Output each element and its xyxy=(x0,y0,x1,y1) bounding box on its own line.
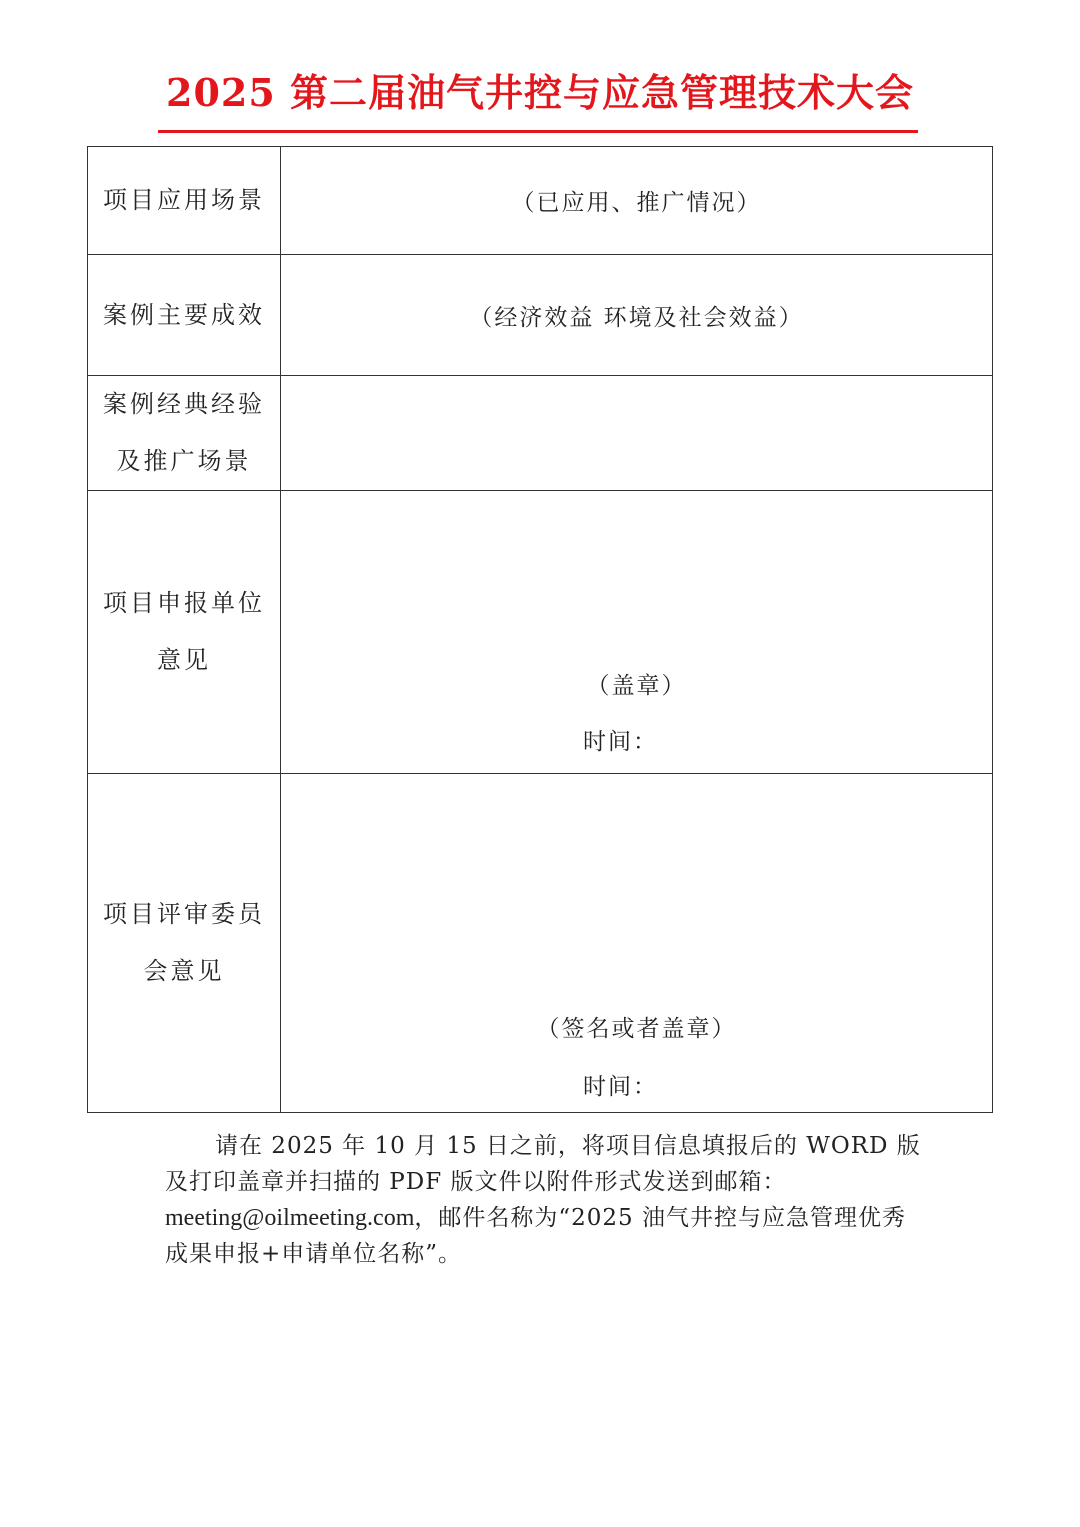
row-label: 案例主要成效 xyxy=(88,255,281,376)
table-row xyxy=(88,774,993,1113)
applicant-opinion-field[interactable] xyxy=(281,491,993,774)
main-results-field[interactable]: （经济效益 环境及社会效益） xyxy=(281,255,993,376)
table-row xyxy=(88,147,993,255)
note-text: 请在 2025 年 10 月 15 日之前，将项目信息填报后的 WORD 版及打印盖章并扫描的 PDF 版文件以附件形式发送到邮箱： xyxy=(165,1133,921,1195)
page-title: 2025 第二届油气井控与应急管理技术大会 xyxy=(166,70,914,115)
table-row xyxy=(88,491,993,774)
row-label-line: 项目评审委员 xyxy=(103,900,265,928)
time-label: 时间： xyxy=(583,1074,658,1100)
stamp-label: （盖章） xyxy=(586,673,687,699)
application-form-table xyxy=(87,146,993,1113)
table-row xyxy=(88,255,993,376)
note-text: ，邮件名称为“2025 油气井控与应急管理优秀成果申报+申请单位名称”。 xyxy=(165,1205,906,1267)
row-label: 项目应用场景 xyxy=(88,147,281,255)
row-label-line: 会意见 xyxy=(143,957,225,985)
row-label-line: 项目申报单位 xyxy=(103,589,265,617)
application-scenario-field[interactable]: （已应用、推广情况） xyxy=(281,147,993,255)
classic-experience-field[interactable] xyxy=(281,376,993,491)
title-underline xyxy=(158,130,918,133)
table-row xyxy=(88,376,993,491)
row-label-line: 案例经典经验 xyxy=(103,390,265,418)
row-label xyxy=(88,774,281,1113)
row-label xyxy=(88,491,281,774)
row-label-line: 意见 xyxy=(157,646,211,674)
row-label-line: 及推广场景 xyxy=(116,447,252,475)
submission-note xyxy=(165,1128,925,1272)
email-link[interactable]: meeting@oilmeeting.com xyxy=(165,1205,415,1231)
row-label xyxy=(88,376,281,491)
signature-label: （签名或者盖章） xyxy=(536,1016,737,1042)
review-committee-opinion-field[interactable] xyxy=(281,774,993,1113)
time-label: 时间： xyxy=(583,729,658,755)
